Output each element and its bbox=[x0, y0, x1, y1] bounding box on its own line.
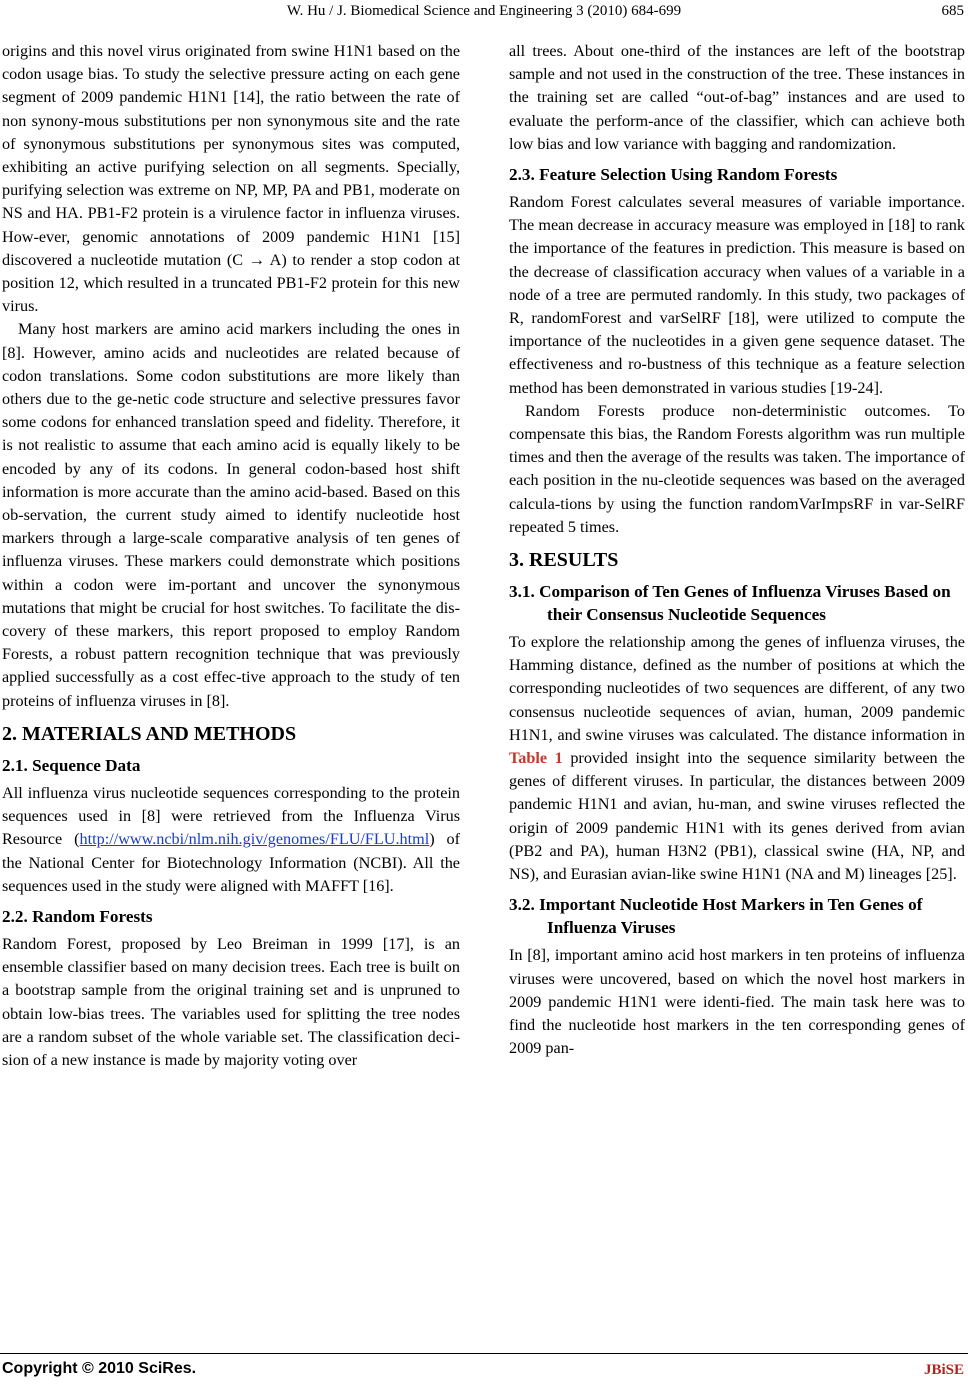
journal-abbreviation: JBiSE bbox=[923, 1362, 964, 1378]
subsection-heading: 2.1. Sequence Data bbox=[2, 755, 141, 775]
subsection-heading: 3.1. Comparison of Ten Genes of Influenza Viruses Based on their Consensus Nucleotide Sequences bbox=[509, 582, 951, 625]
ncbi-link[interactable]: http://www.ncbi/nlm.nih.giv/genomes/FLU/FLU.html bbox=[79, 830, 430, 849]
paragraph-text: All influenza virus nucleotide sequences corresponding to the protein sequences used in [8] were retrieved from the Influenza Virus Resource ( bbox=[2, 783, 460, 849]
copyright-notice: Copyright © 2010 SciRes. bbox=[2, 1360, 197, 1377]
paragraph: Random Forests produce non-deterministic outcomes. To compensate this bias, the Random Forests algorithm was run multiple times and then the average of the results was taken. The importance of each position in the nu-cleotide sequences was based on the averaged calcula-tions by using the function randomVarImpsRF in var-SelRF repeated 5 times. bbox=[509, 401, 965, 536]
section-heading: 2. MATERIALS AND METHODS bbox=[2, 722, 297, 745]
paragraph: Random Forest calculates several measures of variable importance. The mean decrease in accuracy measure was employed in [18] to rank the importance of the features in prediction. This measure is based on the decrease of classification accuracy when values of a variable in a node of a tree are permuted randomly. In this study, two packages of R, randomForest and varSelRF [18], were utilized to compute the importance of the nucleotides in a given gene sequence dataset. The effectiveness and ro-bustness of this technique as a feature selection method has been demonstrated in various studies [19-24]. bbox=[509, 193, 965, 397]
paragraph-text: provided insight into the sequence similarity between the genes of different viruses. In particular, the distances between 2009 pandemic H1N1 and avian, hu-man, and swine viruses reflected the origin of 2009 pandemic H1N1 with its genes derived from avian (PB2 and PA), human H3N2 (PB1), classical swine (HA, NP, and NS), and Eurasian avian-like swine H1N1 (NA and M) lineages [25]. bbox=[509, 749, 965, 884]
paragraph bbox=[2, 782, 460, 898]
section-heading: 3. RESULTS bbox=[509, 549, 619, 572]
paragraph-text: To explore the relationship among the genes of influenza viruses, the Hamming distance, defined as the number of positions at which the corresponding nucleotides of two sequences are different, of any two consensus nucleotide sequences of avian, human, 2009 pandemic H1N1, and swine viruses was calculated. The distance information in bbox=[509, 633, 965, 744]
subsection-heading: 2.3. Feature Selection Using Random Forests bbox=[509, 165, 838, 185]
right-column bbox=[509, 40, 965, 1060]
running-header bbox=[0, 0, 968, 22]
subsection-heading: 2.2. Random Forests bbox=[2, 906, 153, 926]
left-column bbox=[2, 40, 460, 1072]
paragraph: all trees. About one-third of the instances are left of the bootstrap sample and not used in the construction of the tree. These instances in the training set are called “out-of-bag” instances and are used to evaluate the perform-ance of the classifier, which can achieve both low bias and low variance with bagging and randomization. bbox=[509, 42, 965, 153]
subsection-heading: 3.2. Important Nucleotide Host Markers in Ten Genes of Influenza Viruses bbox=[509, 895, 923, 938]
page-number: 685 bbox=[941, 3, 964, 19]
paragraph: Many host markers are amino acid markers including the ones in [8]. However, amino acids and nucleotides are related because of codon translations. Some codon substitutions are more likely than others due to the ge-netic code structure and selective pressures favor some codons for enhanced translation speed and fidelity. Therefore, it is not realistic to assume that each amino acid is equally likely to be encoded by any of its codons. In general codon-based host shift information is more accurate than the amino acid-based. Based on this ob-servation, the current study aimed to identify nucleotide host markers through a large-scale comparative analysis of ten genes of influenza viruses. These markers could demonstrate which positions within a codon were im-portant and uncover the synonymous mutations that might be crucial for host switches. To facilitate the dis-covery of these markers, this report proposed to employ Random Forests, a robust pattern recognition technique that was previously applied successfully as a cost effec-tive approach to the study of ten proteins of influenza viruses in [8]. bbox=[2, 320, 460, 710]
paragraph bbox=[509, 631, 965, 886]
footer-divider bbox=[0, 1353, 968, 1354]
paragraph: In [8], important amino acid host markers in ten proteins of influenza viruses were uncovered, based on which the novel host markers in 2009 pandemic H1N1 were identi-fied. The main task here was to find the nucleotide host markers in the ten corresponding genes of 2009 pan- bbox=[509, 946, 965, 1058]
running-title: W. Hu / J. Biomedical Science and Engineering 3 (2010) 684-699 bbox=[286, 3, 682, 19]
paragraph: Random Forest, proposed by Leo Breiman in 1999 [17], is an ensemble classifier based on many decision trees. Each tree is built on a bootstrap sample from the original training set and is unpruned to obtain low-bias trees. The variables used for splitting the tree nodes are a random subset of the whole variable set. The classification deci-sion of a new instance is made by majority voting over bbox=[2, 934, 460, 1069]
paragraph-text: ) of the National Center for Biotechnology Information (NCBI). All the sequences used in the study were aligned with MAFFT [16]. bbox=[2, 830, 460, 895]
table-reference-link[interactable]: Table 1 bbox=[509, 749, 563, 768]
paragraph: origins and this novel virus originated from swine H1N1 based on the codon usage bias. To study the selective pressure acting on each gene segment of 2009 pandemic H1N1 [14], the ratio between the rate of non synony-mous substitutions per non synonymous site and the rate of synonymous substitutions per synonymous sites was computed, exhibiting an active purifying selection on all segments. Specially, purifying selection was extreme on NP, MP, PA and PB1, moderate on NS and HA. PB1-F2 protein is a virulence factor in influenza viruses. How-ever, genomic annotations of 2009 pandemic H1N1 [15] discovered a nucleotide mutation (C → A) to render a stop codon at position 12, which resulted in a truncated PB1-F2 protein for this new virus. bbox=[2, 42, 460, 316]
